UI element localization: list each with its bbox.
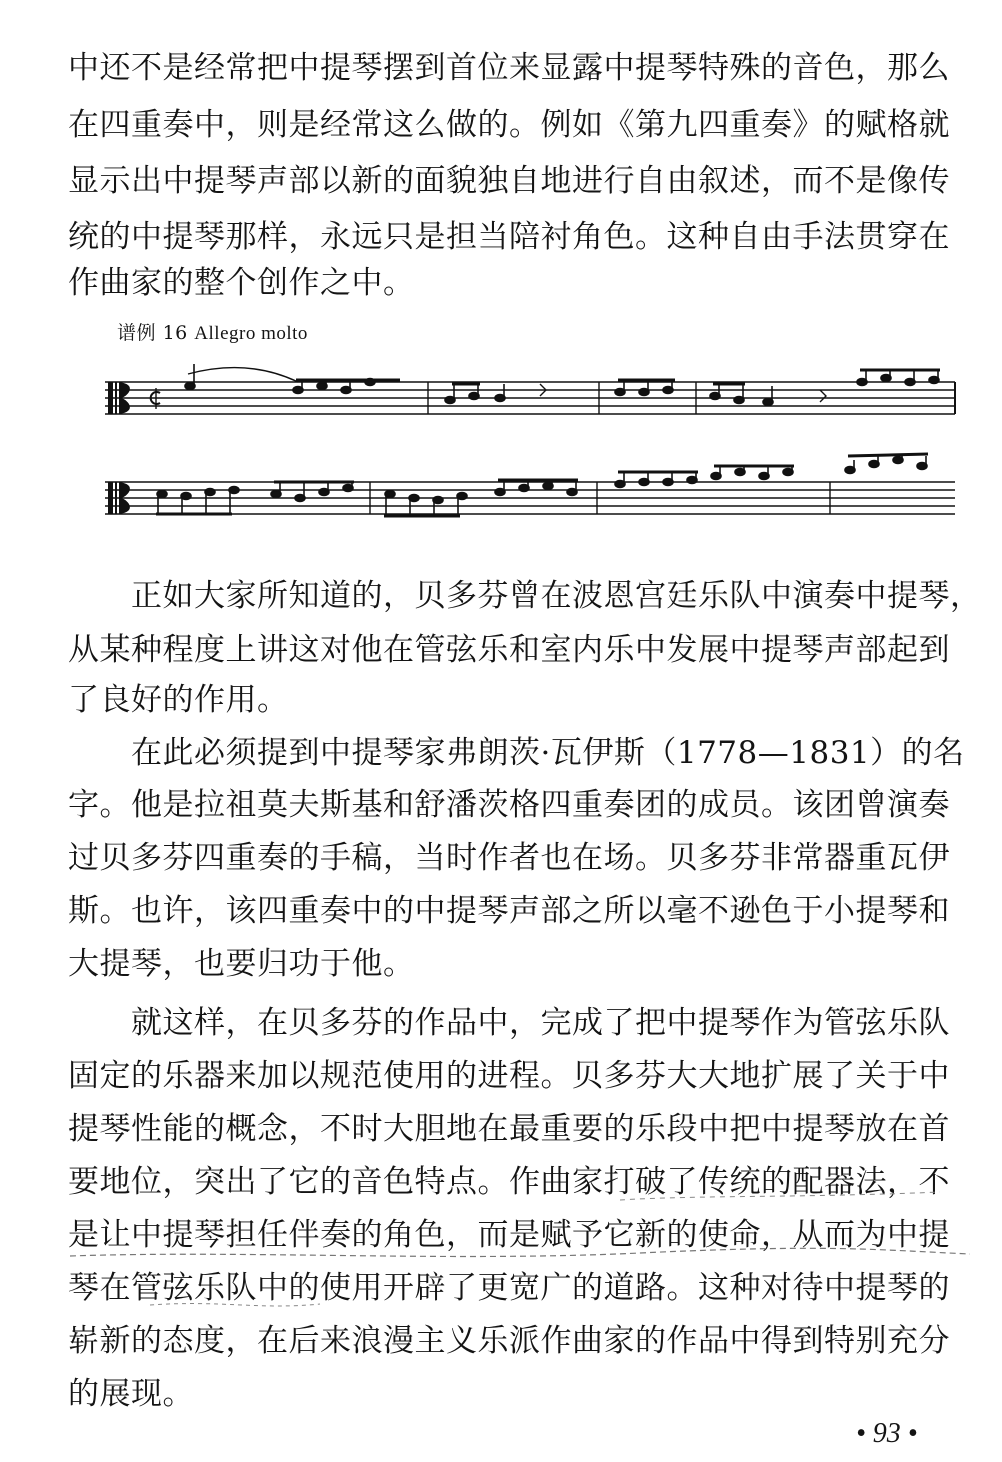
music-score <box>100 360 960 530</box>
staff-1 <box>105 382 955 414</box>
paragraph-3-line-1: 在此必须提到中提琴家弗朗茨·瓦伊斯（1778—1831）的名 <box>131 735 965 771</box>
paragraph-4-line-5: 是让中提琴担任伴奏的角色，而是赋予它新的使命，从而为中提 <box>68 1217 950 1253</box>
paragraph-4-line-8: 的展现。 <box>68 1376 194 1412</box>
paragraph-1-line-2: 在四重奏中，则是经常这么做的。例如《第九四重奏》的赋格就 <box>68 107 950 143</box>
paragraph-1-line-1: 中还不是经常把中提琴摆到首位来显露中提琴特殊的音色，那么 <box>68 50 950 86</box>
example-tempo: Allegro molto <box>194 323 308 344</box>
paragraph-4-line-3: 提琴性能的概念，不时大胆地在最重要的乐段中把中提琴放在首 <box>68 1111 950 1147</box>
paragraph-1-line-5: 作曲家的整个创作之中。 <box>68 265 415 301</box>
example-label: 谱例 <box>117 322 157 344</box>
paragraph-2-line-1: 正如大家所知道的，贝多芬曾在波恩宫廷乐队中演奏中提琴， <box>131 578 982 614</box>
staff-2-notes <box>156 454 928 516</box>
paragraph-4-line-4: 要地位，突出了它的音色特点。作曲家打破了传统的配器法，不 <box>68 1164 950 1200</box>
paragraph-4-line-6: 琴在管弦乐队中的使用开辟了更宽广的道路。这种对待中提琴的 <box>68 1270 950 1306</box>
example-number: 16 <box>162 322 188 344</box>
paragraph-4-line-1: 就这样，在贝多芬的作品中，完成了把中提琴作为管弦乐队 <box>131 1005 950 1041</box>
paragraph-3-line-2: 字。他是拉祖莫夫斯基和舒潘茨格四重奏团的成员。该团曾演奏 <box>68 787 950 823</box>
paragraph-4-line-2: 固定的乐器来加以规范使用的进程。贝多芬大大地扩展了关于中 <box>68 1058 950 1094</box>
paragraph-1-line-4: 统的中提琴那样，永远只是担当陪衬角色。这种自由手法贯穿在 <box>68 219 950 255</box>
paragraph-3-line-4: 斯。也许，该四重奏中的中提琴声部之所以毫不逊色于小提琴和 <box>68 893 950 929</box>
paragraph-4-line-7: 崭新的态度，在后来浪漫主义乐派作曲家的作品中得到特别充分 <box>68 1323 950 1359</box>
staff-1-notes <box>185 364 940 406</box>
example-caption <box>117 318 308 345</box>
paragraph-2-line-3: 了良好的作用。 <box>68 682 289 718</box>
paragraph-3-line-3: 过贝多芬四重奏的手稿，当时作者也在场。贝多芬非常器重瓦伊 <box>68 840 950 876</box>
page-number: • 93 • <box>856 1418 918 1449</box>
paragraph-1-line-3: 显示出中提琴声部以新的面貌独自地进行自由叙述，而不是像传 <box>68 163 950 199</box>
paragraph-3-line-5: 大提琴，也要归功于他。 <box>68 946 415 982</box>
paragraph-2-line-2: 从某种程度上讲这对他在管弦乐和室内乐中发展中提琴声部起到 <box>68 632 950 668</box>
